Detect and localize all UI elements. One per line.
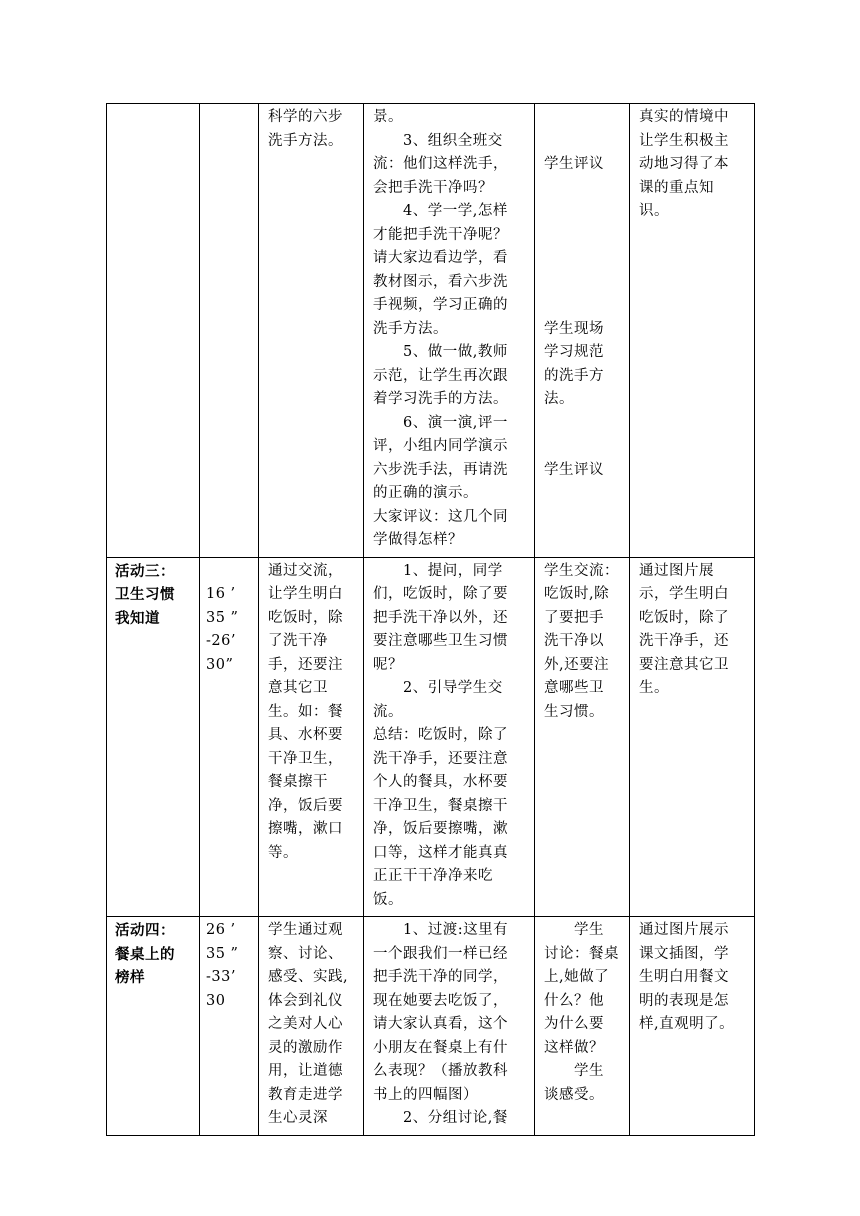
table-row bbox=[107, 104, 755, 558]
cell-text-line: 要注意其它卫 bbox=[639, 656, 729, 673]
time-cell bbox=[200, 917, 259, 1136]
cell-text-line bbox=[544, 247, 625, 271]
time-cell bbox=[200, 557, 259, 917]
cell-text-line: 的洗手方 bbox=[544, 367, 604, 384]
cell-text-line: 之美对人心 bbox=[268, 1016, 343, 1032]
cell-text-line: 示，学生明白 bbox=[639, 586, 729, 602]
cell-text-line: 正正干干净净来吃 bbox=[373, 868, 493, 884]
cell-text-line: 科学的六步 bbox=[268, 109, 343, 125]
table-row bbox=[107, 557, 755, 917]
cell-text-line: 呢？ bbox=[373, 656, 403, 673]
cell-text-line: 外,还要注 bbox=[544, 656, 610, 673]
cell-text-line bbox=[544, 106, 625, 130]
cell-text-line: 学生通过观 bbox=[268, 922, 343, 938]
activity-cell bbox=[107, 557, 200, 917]
cell-text-line: 活动三： bbox=[115, 562, 175, 580]
cell-text-line: 什么？他 bbox=[544, 992, 604, 1009]
cell-text-line: 生心灵深 bbox=[268, 1110, 328, 1126]
cell-text-line: 口等，这样才能真真 bbox=[373, 844, 508, 861]
cell-text-line: 请大家边看边学，看 bbox=[373, 250, 508, 266]
cell-text-line: 小朋友在餐桌上有什 bbox=[373, 1039, 508, 1056]
cell-text-line: 3、组织全班交 bbox=[373, 132, 503, 149]
cell-text-line: 了洗干净 bbox=[268, 633, 328, 649]
cell-text-line bbox=[544, 294, 625, 318]
cell-text-line: 学生 bbox=[544, 922, 604, 938]
cell-text-line: 洗干净手，还 bbox=[639, 633, 729, 649]
cell-text-line bbox=[544, 200, 625, 224]
cell-text-line: 讨论：餐桌 bbox=[544, 945, 619, 962]
cell-text-line: 用，让道德 bbox=[268, 1063, 343, 1079]
cell-text-line: 具、水杯要 bbox=[268, 727, 343, 743]
lesson-plan-table bbox=[106, 103, 755, 1136]
cell-text-line: 我知道 bbox=[115, 609, 160, 627]
activity-cell bbox=[107, 917, 200, 1136]
cell-text-line: 了要把手 bbox=[544, 609, 604, 626]
cell-text-line: 16 ’ bbox=[206, 586, 236, 602]
cell-text-line: 流。 bbox=[373, 703, 403, 720]
cell-text-line bbox=[544, 435, 625, 459]
cell-text-line: 生。 bbox=[639, 680, 669, 696]
cell-text-line: 35 ” bbox=[206, 945, 239, 962]
cell-text-line: 生明白用餐文 bbox=[639, 969, 729, 985]
cell-text-line: 通过图片展示 bbox=[639, 922, 729, 938]
cell-text-line: 洗干净以 bbox=[544, 633, 604, 649]
cell-text-line: 干净卫生，餐桌擦干 bbox=[373, 797, 508, 814]
cell-text-line: 洗干净手，还要注意 bbox=[373, 750, 508, 767]
cell-text-line: 6、演一演,评一 bbox=[373, 414, 508, 431]
cell-text-line: 4、学一学,怎样 bbox=[373, 203, 508, 219]
cell-text-line: 明的表现是怎 bbox=[639, 992, 729, 1009]
cell-text-line: 谈感受。 bbox=[544, 1086, 604, 1103]
cell-text-line: 26 ’ bbox=[206, 922, 236, 938]
cell-text-line: 们，吃饭时，除了要 bbox=[373, 586, 508, 602]
cell-text-line: 净，饭后要擦嘴，漱 bbox=[373, 821, 508, 837]
cell-text-line bbox=[544, 412, 625, 436]
cell-text-line: 生。如：餐 bbox=[268, 703, 343, 720]
cell-text-line: 把手洗干净的同学， bbox=[373, 969, 508, 985]
cell-text-line bbox=[544, 177, 625, 201]
cell-text-line: 5、做一做,教师 bbox=[373, 344, 508, 360]
cell-text-line: 灵的激励作 bbox=[268, 1039, 343, 1056]
cell-text-line: 净，饭后要 bbox=[268, 797, 343, 814]
cell-text-line: 通过交流， bbox=[268, 562, 343, 579]
teacher-activity-cell bbox=[364, 104, 535, 558]
cell-text-line: 教材图示，看六步洗 bbox=[373, 273, 508, 290]
cell-text-line: 动地习得了本 bbox=[639, 156, 729, 172]
cell-text-line: 洗手方法。 bbox=[373, 320, 448, 337]
cell-text-line: 2、引导学生交 bbox=[373, 680, 503, 696]
cell-text-line: 书上的四幅图） bbox=[373, 1086, 478, 1103]
cell-text-line: 真实的情境中 bbox=[639, 109, 729, 125]
cell-text-line: 法。 bbox=[544, 391, 574, 407]
cell-text-line: 这样做？ bbox=[544, 1039, 604, 1056]
cell-text-line: 景。 bbox=[373, 109, 403, 125]
cell-text-line: 意其它卫 bbox=[268, 680, 328, 696]
cell-text-line: 请大家认真看，这个 bbox=[373, 1016, 508, 1032]
cell-text-line: 大家评议：这几个同 bbox=[373, 508, 508, 525]
cell-text-line: 手，还要注 bbox=[268, 656, 343, 673]
cell-text-line: 把手洗干净以外，还 bbox=[373, 609, 508, 626]
cell-text-line: 流：他们这样洗手， bbox=[373, 156, 508, 172]
time-cell bbox=[200, 104, 259, 558]
cell-text-line: 吃饭时,除 bbox=[544, 586, 610, 602]
cell-text-line: 着学习洗手的方法。 bbox=[373, 391, 508, 407]
cell-text-line: 现在她要去吃饭了， bbox=[373, 992, 508, 1009]
cell-text-line: 学生评议 bbox=[544, 156, 604, 172]
cell-text-line: 为什么要 bbox=[544, 1016, 604, 1032]
table-row bbox=[107, 917, 755, 1136]
cell-text-line: 饭。 bbox=[373, 891, 403, 908]
cell-text-line bbox=[544, 130, 625, 154]
teacher-activity-cell bbox=[364, 917, 535, 1136]
cell-text-line: 让学生积极主 bbox=[639, 132, 729, 149]
cell-text-line: 课的重点知 bbox=[639, 179, 714, 196]
cell-text-line: 吃饭时，除了 bbox=[639, 609, 729, 626]
cell-text-line: 学生评议 bbox=[544, 461, 604, 478]
goal-cell bbox=[259, 917, 364, 1136]
cell-text-line: 的正确的演示。 bbox=[373, 485, 478, 501]
cell-text-line: 榜样 bbox=[115, 969, 145, 986]
cell-text-line: 察、讨论、 bbox=[268, 945, 343, 962]
cell-text-line: 识。 bbox=[639, 203, 669, 219]
student-activity-cell bbox=[535, 557, 630, 917]
cell-text-line: 30 bbox=[206, 992, 226, 1009]
student-activity-cell bbox=[535, 917, 630, 1136]
cell-text-line: 手视频，学习正确的 bbox=[373, 297, 508, 313]
design-intent-cell bbox=[630, 557, 755, 917]
cell-text-line: 示范，让学生再次跟 bbox=[373, 367, 508, 384]
cell-text-line: -33’ bbox=[206, 969, 236, 985]
cell-text-line: 卫生习惯 bbox=[115, 586, 175, 603]
design-intent-cell bbox=[630, 917, 755, 1136]
cell-text-line: 学生 bbox=[544, 1063, 604, 1079]
cell-text-line: 学生交流： bbox=[544, 562, 619, 579]
cell-text-line: 样,直观明了。 bbox=[639, 1016, 735, 1032]
cell-text-line: 课文插图，学 bbox=[639, 945, 729, 962]
goal-cell bbox=[259, 557, 364, 917]
cell-text-line: 35 ” bbox=[206, 609, 239, 626]
cell-text-line: 要注意哪些卫生习惯 bbox=[373, 633, 508, 649]
teacher-activity-cell bbox=[364, 557, 535, 917]
cell-text-line: 吃饭时，除 bbox=[268, 609, 343, 626]
cell-text-line bbox=[544, 224, 625, 248]
cell-text-line: 会把手洗干净吗？ bbox=[373, 179, 493, 196]
cell-text-line: -26’ bbox=[206, 633, 236, 649]
cell-text-line: 学生现场 bbox=[544, 320, 604, 337]
cell-text-line: 评，小组内同学演示 bbox=[373, 438, 508, 454]
design-intent-cell bbox=[630, 104, 755, 558]
cell-text-line: 感受、实践, bbox=[268, 969, 349, 985]
cell-text-line: 洗手方法。 bbox=[268, 132, 343, 149]
cell-text-line: 擦嘴，漱口 bbox=[268, 821, 343, 837]
cell-text-line: 活动四： bbox=[115, 922, 175, 939]
cell-text-line: 意哪些卫 bbox=[544, 680, 604, 696]
cell-text-line: 1、提问，同学 bbox=[373, 562, 503, 579]
cell-text-line: 生习惯。 bbox=[544, 703, 604, 720]
cell-text-line: 上,她做了 bbox=[544, 969, 610, 985]
cell-text-line: 30” bbox=[206, 656, 234, 673]
goal-cell bbox=[259, 104, 364, 558]
cell-text-line: 体会到礼仪 bbox=[268, 992, 343, 1009]
cell-text-line: 学做得怎样？ bbox=[373, 532, 463, 548]
cell-text-line: 餐桌上的 bbox=[115, 945, 175, 963]
cell-text-line: 2、分组讨论,餐 bbox=[373, 1110, 508, 1126]
cell-text-line: 通过图片展 bbox=[639, 562, 714, 579]
student-activity-cell bbox=[535, 104, 630, 558]
cell-text-line: 六步洗手法，再请洗 bbox=[373, 461, 508, 478]
cell-text-line: 让学生明白 bbox=[268, 586, 343, 602]
cell-text-line: 学习规范 bbox=[544, 344, 604, 360]
activity-cell bbox=[107, 104, 200, 558]
cell-text-line bbox=[544, 271, 625, 295]
cell-text-line: 个人的餐具，水杯要 bbox=[373, 774, 508, 790]
cell-text-line: 一个跟我们一样已经 bbox=[373, 945, 508, 962]
cell-text-line: 等。 bbox=[268, 844, 298, 861]
cell-text-line: 总结：吃饭时，除了 bbox=[373, 727, 508, 743]
cell-text-line: 干净卫生， bbox=[268, 750, 343, 767]
cell-text-line: 教育走进学 bbox=[268, 1086, 343, 1103]
cell-text-line: 才能把手洗干净呢？ bbox=[373, 226, 508, 243]
cell-text-line: 餐桌擦干 bbox=[268, 774, 328, 790]
cell-text-line: 么表现？（播放教科 bbox=[373, 1063, 508, 1079]
cell-text-line bbox=[206, 560, 254, 584]
cell-text-line: 1、过渡:这里有 bbox=[373, 922, 509, 938]
